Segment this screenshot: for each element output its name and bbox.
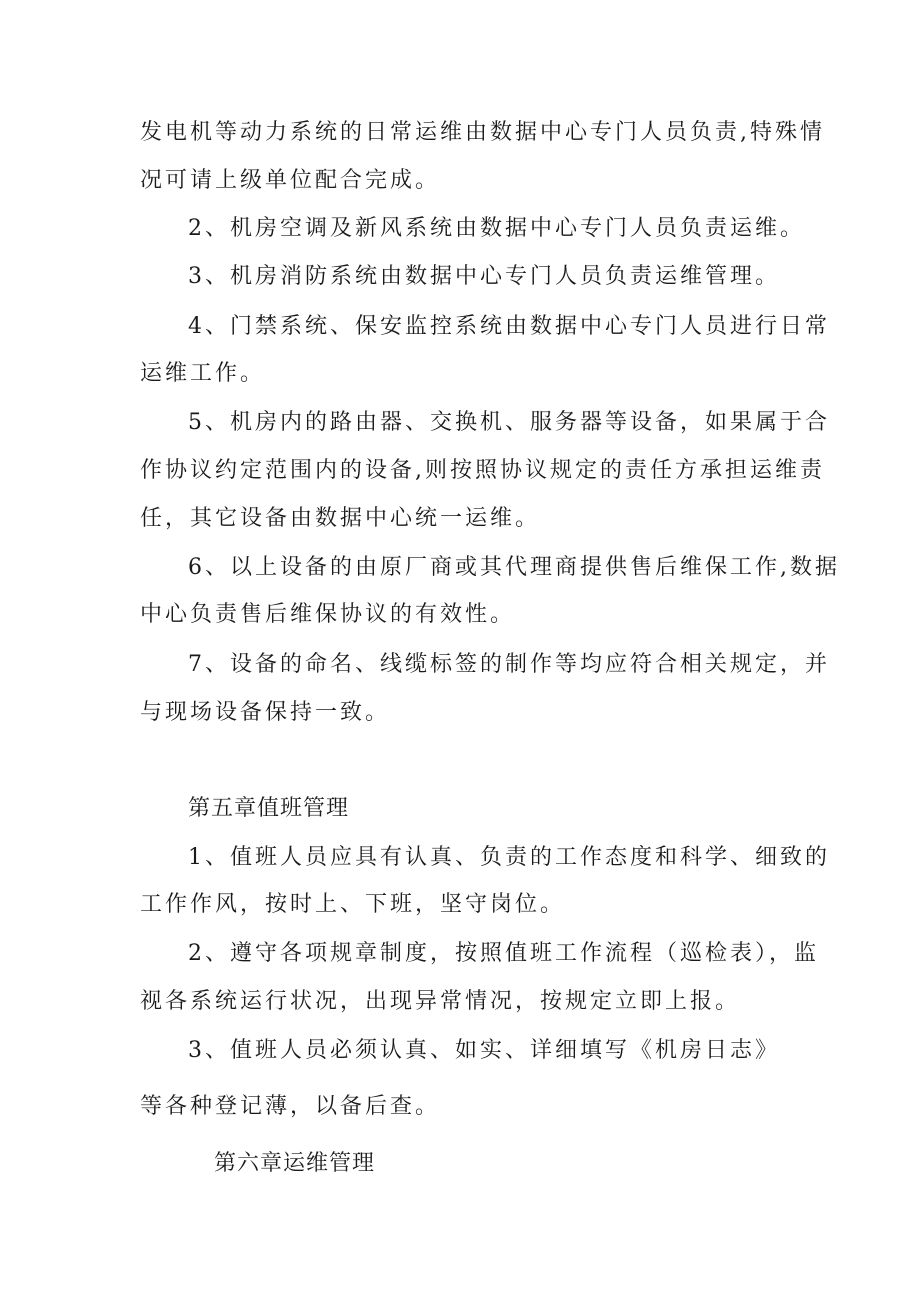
paragraph-line: 2、遵守各项规章制度，按照值班工作流程（巡检表），监 [188, 941, 819, 966]
paragraph-line: 5、机房内的路由器、交换机、服务器等设备，如果属于合 [188, 410, 830, 435]
paragraph-line: 6、以上设备的由原厂商或其代理商提供售后维保工作,数据 [188, 555, 840, 580]
paragraph-line: 等各种登记薄，以备后查。 [140, 1094, 441, 1119]
chapter-heading: 第五章值班管理 [188, 796, 350, 821]
paragraph-line: 工作作风，按时上、下班，坚守岗位。 [140, 892, 566, 917]
paragraph-line: 发电机等动力系统的日常运维由数据中心专门人员负责,特殊情 [140, 120, 825, 145]
paragraph-line: 况可请上级单位配合完成。 [140, 168, 441, 193]
paragraph-line: 1、值班人员应具有认真、负责的工作态度和科学、细致的 [188, 845, 830, 870]
paragraph-line: 4、门禁系统、保安监控系统由数据中心专门人员进行日常 [188, 314, 830, 339]
paragraph-line: 视各系统运行状况，出现异常情况，按规定立即上报。 [140, 989, 741, 1014]
paragraph-line: 运维工作。 [140, 361, 266, 386]
paragraph-line: 3、机房消防系统由数据中心专门人员负责运维管理。 [188, 264, 780, 289]
paragraph-line: 作协议约定范围内的设备,则按照协议规定的责任方承担运维责 [140, 458, 825, 483]
paragraph-line: 与现场设备保持一致。 [140, 700, 391, 725]
paragraph-line: 任，其它设备由数据中心统一运维。 [140, 506, 541, 531]
paragraph-line: 中心负责售后维保协议的有效性。 [140, 602, 516, 627]
paragraph-line: 3、值班人员必须认真、如实、详细填写《机房日志》 [188, 1038, 780, 1063]
paragraph-line: 7、设备的命名、线缆标签的制作等均应符合相关规定，并 [188, 652, 830, 677]
chapter-heading: 第六章运维管理 [214, 1151, 376, 1176]
paragraph-line: 2、机房空调及新风系统由数据中心专门人员负责运维。 [188, 216, 805, 241]
